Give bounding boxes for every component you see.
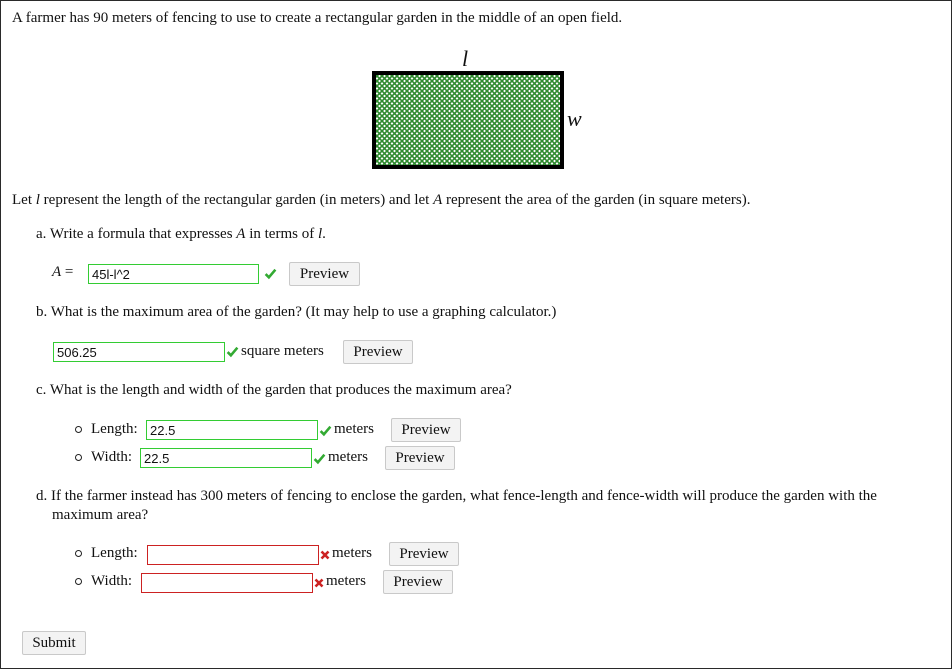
- preview-button-a[interactable]: Preview: [289, 262, 360, 286]
- garden-rectangle: [372, 71, 564, 169]
- preview-button-d-width[interactable]: Preview: [383, 570, 453, 594]
- unit-meters: meters: [326, 573, 366, 589]
- list-bullet: [75, 578, 82, 585]
- question-d-text-line2: maximum area?: [52, 507, 149, 523]
- definition-text: Let l represent the length of the rectangular garden (in meters) and let A represent the area of the garden (in square meters).: [12, 192, 751, 208]
- check-icon: [313, 452, 326, 465]
- figure-length-label: l: [462, 46, 469, 71]
- list-bullet: [75, 426, 82, 433]
- width-label-c: Width:: [91, 449, 133, 465]
- question-d-text-line1: d. If the farmer instead has 300 meters of fencing to enclose the garden, what fence-length and fence-width will produce the garden with the: [36, 488, 877, 504]
- width-label-d: Width:: [91, 573, 133, 589]
- length-answer-input-c[interactable]: [146, 420, 318, 440]
- formula-answer-input[interactable]: [88, 264, 259, 284]
- length-label-d: Length:: [91, 545, 138, 561]
- unit-meters: meters: [332, 545, 372, 561]
- preview-button-c-length[interactable]: Preview: [391, 418, 461, 442]
- max-area-answer-input[interactable]: [53, 342, 225, 362]
- preview-button-b[interactable]: Preview: [343, 340, 413, 364]
- length-label-c: Length:: [91, 421, 138, 437]
- list-bullet: [75, 550, 82, 557]
- check-icon: [264, 267, 277, 280]
- preview-button-d-length[interactable]: Preview: [389, 542, 459, 566]
- question-c-text: c. What is the length and width of the garden that produces the maximum area?: [36, 382, 512, 398]
- submit-button[interactable]: Submit: [22, 631, 86, 655]
- question-a-text: a. Write a formula that expresses A in terms of l.: [36, 226, 326, 242]
- preview-button-c-width[interactable]: Preview: [385, 446, 455, 470]
- width-answer-input-c[interactable]: [140, 448, 312, 468]
- unit-square-meters: square meters: [241, 343, 324, 359]
- list-bullet: [75, 454, 82, 461]
- question-b-text: b. What is the maximum area of the garden? (It may help to use a graphing calculator.): [36, 304, 557, 320]
- check-icon: [226, 345, 239, 358]
- unit-meters: meters: [334, 421, 374, 437]
- x-icon: [314, 578, 324, 588]
- figure-width-label: w: [567, 106, 582, 131]
- question-a-lhs: A =: [52, 264, 74, 280]
- problem-intro: A farmer has 90 meters of fencing to use to create a rectangular garden in the middle of an open field.: [12, 10, 623, 26]
- check-icon: [319, 424, 332, 437]
- width-answer-input-d[interactable]: [141, 573, 313, 593]
- x-icon: [320, 550, 330, 560]
- length-answer-input-d[interactable]: [147, 545, 319, 565]
- unit-meters: meters: [328, 449, 368, 465]
